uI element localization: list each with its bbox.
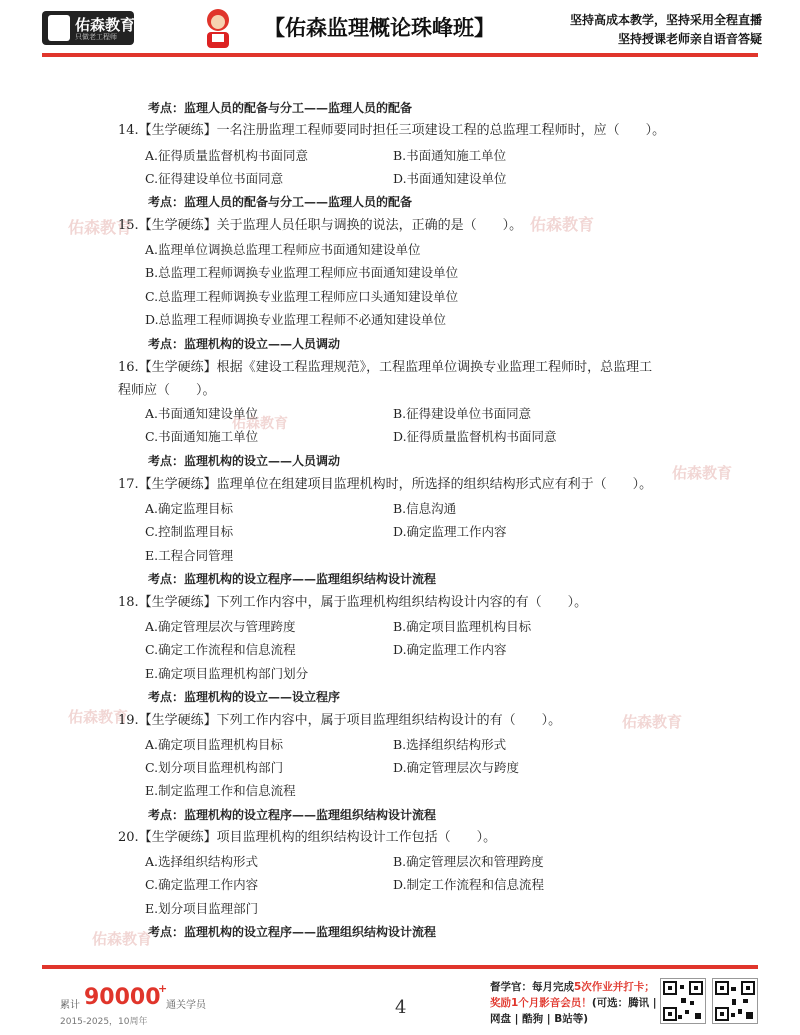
page-header (0, 0, 800, 58)
question-14: 14.【生学硬练】一名注册监理工程师要同时担任三项建设工程的总监理工程师时，应（ ）。 (118, 123, 666, 138)
option-a: A.确定项目监理机构目标 (145, 737, 284, 752)
page-number: 4 (395, 997, 407, 1018)
qr-code-icon[interactable] (660, 978, 706, 1024)
header-divider (42, 53, 758, 57)
option-e: E.制定监理工作和信息流程 (145, 783, 296, 798)
option-a: A.确定管理层次与管理跨度 (145, 619, 296, 634)
anniversary-years: 2015-2025，10周年 (60, 1017, 148, 1027)
option-e: E.工程合同管理 (145, 548, 234, 563)
promo-line-2 (490, 995, 657, 1010)
option-b: B.书面通知施工单位 (393, 148, 507, 163)
option-b: B.总监理工程师调换专业监理工程师应书面通知建设单位 (145, 265, 459, 280)
knowledge-point: 考点：监理人员的配备与分工——监理人员的配备 (148, 195, 413, 209)
knowledge-point: 考点：监理机构的设立程序——监理组织结构设计流程 (148, 572, 437, 586)
qr-code-icon[interactable] (712, 978, 758, 1024)
option-d: D.确定管理层次与跨度 (393, 760, 520, 775)
footer-divider (42, 965, 758, 969)
watermark: 佑森教育 (672, 464, 733, 482)
course-title: 【佑森监理概论珠峰班】 (264, 16, 495, 40)
question-19: 19.【生学硬练】下列工作内容中，属于项目监理组织结构设计的有（ ）。 (118, 713, 562, 728)
knowledge-point: 考点：监理机构的设立——人员调动 (148, 337, 341, 351)
logo-text: 佑森教育 (75, 16, 136, 34)
knowledge-point: 考点：监理机构的设立——设立程序 (148, 690, 341, 704)
option-a: A.书面通知建设单位 (145, 406, 259, 421)
option-d: D.书面通知建设单位 (393, 171, 507, 186)
option-c: C.控制监理目标 (145, 524, 234, 539)
question-17: 17.【生学硬练】监理单位在组建项目监理机构时，所选择的组织结构形式应有利于（ ）。 (118, 477, 653, 492)
promo-line-3: 网盘 | 酷狗 | B站等) (490, 1013, 589, 1025)
promo-line-1 (490, 979, 655, 994)
option-c: C.征得建设单位书面同意 (145, 171, 284, 186)
question-15: 15.【生学硬练】关于监理人员任职与调换的说法，正确的是（ ）。 (118, 218, 523, 233)
question-16-continued: 程师应（ ）。 (118, 383, 216, 398)
option-e: E.划分项目监理部门 (145, 901, 259, 916)
promo-highlight: 奖励1个月影音会员！ (490, 997, 592, 1009)
promo-text: (可选：腾讯 | (591, 997, 657, 1009)
option-d: D.总监理工程师调换专业监理工程师不必通知建设单位 (145, 312, 447, 327)
option-c: C.书面通知施工单位 (145, 429, 259, 444)
page-footer (0, 970, 800, 1035)
slogan-line-2: 坚持授课老师亲自语音答疑 (617, 32, 762, 46)
logo-emblem-icon (48, 15, 70, 41)
knowledge-point: 考点：监理机构的设立程序——监理组织结构设计流程 (148, 808, 437, 822)
option-a: A.选择组织结构形式 (145, 854, 259, 869)
student-count: 90000 (84, 985, 161, 1010)
option-d: D.制定工作流程和信息流程 (393, 877, 545, 892)
option-d: D.确定监理工作内容 (393, 642, 507, 657)
option-b: B.确定项目监理机构目标 (393, 619, 532, 634)
stat-tail: 通关学员 (166, 1000, 206, 1011)
watermark: 佑森教育 (622, 713, 683, 731)
watermark: 佑森教育 (92, 930, 153, 948)
option-c: C.确定监理工作内容 (145, 877, 259, 892)
question-18: 18.【生学硬练】下列工作内容中，属于监理机构组织结构设计内容的有（ ）。 (118, 595, 588, 610)
option-c: C.总监理工程师调换专业监理工程师应口头通知建设单位 (145, 289, 459, 304)
watermark: 佑森教育 (68, 708, 129, 726)
brand-logo (42, 11, 134, 45)
student-count-plus: + (158, 982, 168, 995)
option-c: C.确定工作流程和信息流程 (145, 642, 296, 657)
option-b: B.征得建设单位书面同意 (393, 406, 532, 421)
logo-subtext: 只做老工程师 (75, 33, 117, 41)
stat-lead: 累计 (60, 1000, 80, 1011)
question-20: 20.【生学硬练】项目监理机构的组织结构设计工作包括（ ）。 (118, 830, 497, 845)
slogan-line-1: 坚持高成本教学，坚持采用全程直播 (569, 13, 762, 27)
question-16: 16.【生学硬练】根据《建设工程监理规范》，工程监理单位调换专业监理工程师时，总监理工 (118, 360, 653, 375)
knowledge-point: 考点：监理人员的配备与分工——监理人员的配备 (148, 101, 413, 115)
option-c: C.划分项目监理机构部门 (145, 760, 284, 775)
option-b: B.选择组织结构形式 (393, 737, 507, 752)
knowledge-point: 考点：监理机构的设立——人员调动 (148, 454, 341, 468)
option-d: D.确定监理工作内容 (393, 524, 507, 539)
option-b: B.信息沟通 (393, 501, 457, 516)
promo-highlight: 5次作业并打卡； (574, 981, 655, 993)
promo-text: 督学官：每月完成 (490, 981, 574, 993)
option-a: A.监理单位调换总监理工程师应书面通知建设单位 (145, 242, 421, 257)
watermark: 佑森教育 (530, 215, 595, 234)
option-a: A.征得质量监督机构书面同意 (145, 148, 309, 163)
option-d: D.征得质量监督机构书面同意 (393, 429, 557, 444)
watermark: 佑森教育 (232, 416, 288, 432)
knowledge-point: 考点：监理机构的设立程序——监理组织结构设计流程 (148, 925, 437, 939)
option-b: B.确定管理层次和管理跨度 (393, 854, 544, 869)
watermark: 佑森教育 (68, 218, 133, 237)
option-e: E.确定项目监理机构部门划分 (145, 666, 309, 681)
mascot-icon (198, 6, 238, 52)
option-a: A.确定监理目标 (145, 501, 234, 516)
